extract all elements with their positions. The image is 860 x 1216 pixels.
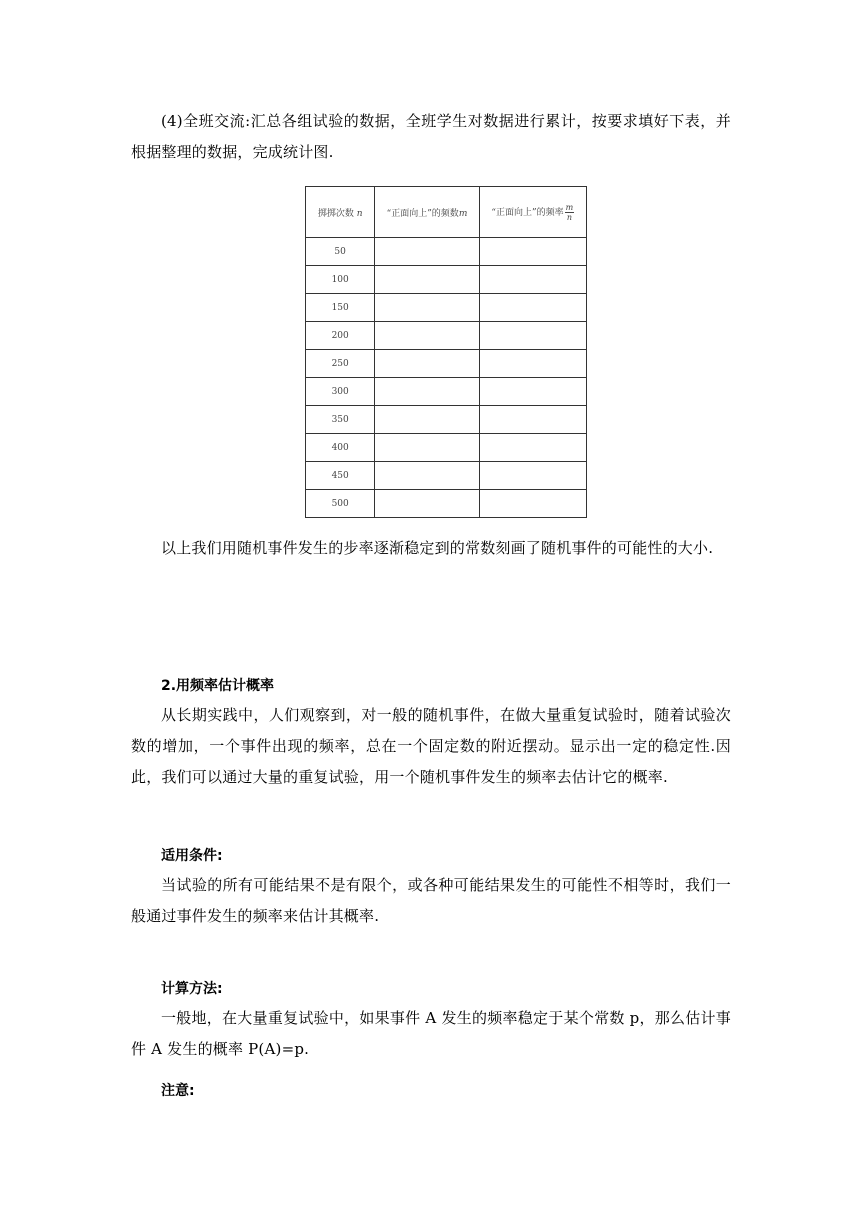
section2-body: 从长期实践中，人们观察到，对一般的随机事件，在做大量重复试验时，随着试验次数的增加，一个事件出现的频率，总在一个固定数的附近摆动。显示出一定的稳定性.因此，我们可以通过大量的重复试验，用一个随机事件发生的频率去估计它的概率. <box>131 706 731 786</box>
table-row <box>306 434 587 462</box>
header-heads-count-label: “正面向上”的频数 <box>386 208 459 219</box>
conditions-body: 当试验的所有可能结果不是有限个，或各种可能结果发生的可能性不相等时，我们一般通过事件发生的频率来估计其概率. <box>131 876 731 925</box>
header-heads-frequency-label: “正面向上”的频率 <box>491 207 564 218</box>
heads-frequency-cell[interactable] <box>479 490 586 518</box>
table-row <box>306 294 587 322</box>
table-row <box>306 266 587 294</box>
toss-count-cell: 150 <box>306 294 375 322</box>
toss-count-cell: 450 <box>306 462 375 490</box>
heads-frequency-cell[interactable] <box>479 462 586 490</box>
heads-frequency-cell[interactable] <box>479 434 586 462</box>
heads-frequency-cell[interactable] <box>479 266 586 294</box>
frequency-table <box>305 186 587 518</box>
header-heads-frequency <box>479 187 586 238</box>
toss-count-cell: 50 <box>306 238 375 266</box>
fraction-numerator: m <box>565 202 574 212</box>
heads-count-cell[interactable] <box>375 266 479 294</box>
header-toss-count-var: n <box>356 208 363 219</box>
table-row <box>306 462 587 490</box>
table-row <box>306 238 587 266</box>
section2-heading: 2.用频率估计概率 <box>161 678 275 694</box>
heads-count-cell[interactable] <box>375 406 479 434</box>
toss-count-cell: 300 <box>306 378 375 406</box>
toss-count-cell: 200 <box>306 322 375 350</box>
table-row <box>306 490 587 518</box>
heads-count-cell[interactable] <box>375 378 479 406</box>
frequency-fraction <box>565 203 575 222</box>
method-heading: 计算方法: <box>161 981 223 997</box>
table-row <box>306 350 587 378</box>
table-row <box>306 378 587 406</box>
heads-frequency-cell[interactable] <box>479 322 586 350</box>
heads-count-cell[interactable] <box>375 350 479 378</box>
table-row <box>306 322 587 350</box>
toss-count-cell: 250 <box>306 350 375 378</box>
heads-frequency-cell[interactable] <box>479 294 586 322</box>
toss-count-cell: 100 <box>306 266 375 294</box>
header-heads-count <box>375 187 479 238</box>
heads-count-cell[interactable] <box>375 462 479 490</box>
table-header-row <box>306 187 587 238</box>
conclusion-paragraph: 以上我们用随机事件发生的步率逐渐稳定到的常数刻画了随机事件的可能性的大小. <box>161 539 714 557</box>
heads-frequency-cell[interactable] <box>479 378 586 406</box>
note-heading: 注意: <box>161 1083 195 1099</box>
heads-count-cell[interactable] <box>375 294 479 322</box>
conditions-heading: 适用条件: <box>161 848 223 864</box>
fraction-denominator: n <box>566 212 572 222</box>
toss-count-cell: 350 <box>306 406 375 434</box>
method-body: 一般地，在大量重复试验中，如果事件 A 发生的频率稳定于某个常数 p，那么估计事件 A 发生的概率 P(A)=p. <box>131 1009 731 1058</box>
header-toss-count <box>306 187 375 238</box>
header-heads-count-var: m <box>458 208 468 219</box>
frequency-table-container <box>305 186 587 517</box>
heads-count-cell[interactable] <box>375 322 479 350</box>
table-row <box>306 406 587 434</box>
header-toss-count-label: 掷掷次数 <box>317 208 354 219</box>
heads-frequency-cell[interactable] <box>479 406 586 434</box>
heads-count-cell[interactable] <box>375 490 479 518</box>
heads-count-cell[interactable] <box>375 434 479 462</box>
intro-paragraph: (4)全班交流:汇总各组试验的数据，全班学生对数据进行累计，按要求填好下表，并根据整理的数据，完成统计图. <box>131 112 731 161</box>
heads-frequency-cell[interactable] <box>479 350 586 378</box>
toss-count-cell: 500 <box>306 490 375 518</box>
heads-frequency-cell[interactable] <box>479 238 586 266</box>
heads-count-cell[interactable] <box>375 238 479 266</box>
toss-count-cell: 400 <box>306 434 375 462</box>
